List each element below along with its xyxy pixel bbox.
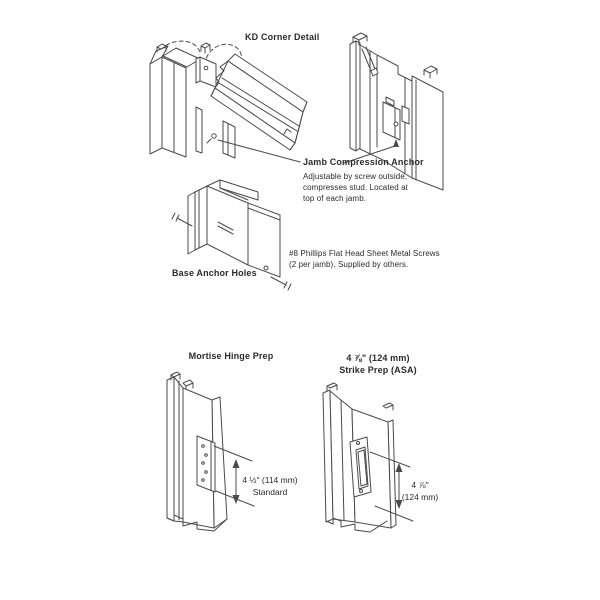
dimension-note: Standard <box>252 487 288 497</box>
hinge-dimension-label <box>225 474 315 498</box>
mortise-hinge-prep-drawing <box>167 372 254 531</box>
kd-corner-detail-drawing <box>150 41 307 162</box>
jamb-compression-anchor-title: Jamb Compression Anchor <box>303 157 424 167</box>
strike-dimension-label <box>390 479 450 503</box>
dimension-value: 4 ½" (114 mm) <box>242 475 298 485</box>
strike-prep-title-line: 4 ⅞" (124 mm) <box>346 353 410 363</box>
dimension-value: 4 ⅞" <box>411 480 429 490</box>
note-line: (2 per jamb). Supplied by others. <box>289 260 409 269</box>
jamb-compression-anchor-desc <box>303 171 408 204</box>
hinge-plate <box>197 436 215 492</box>
kd-corner-detail-title: KD Corner Detail <box>245 32 320 42</box>
note-line: #8 Phillips Flat Head Sheet Metal Screws <box>289 249 440 258</box>
dimension-note: (124 mm) <box>401 492 439 502</box>
desc-line: compresses stud. Located at <box>303 183 408 192</box>
screws-note <box>289 248 440 270</box>
strike-prep-title-line: Strike Prep (ASA) <box>339 365 417 375</box>
screw-icon <box>271 277 291 290</box>
base-anchor-holes-title: Base Anchor Holes <box>172 268 257 278</box>
screw-icon <box>212 134 216 138</box>
desc-line: top of each jamb. <box>303 194 367 203</box>
strike-prep-title <box>318 352 438 376</box>
anchor-screw-icon <box>394 122 398 126</box>
desc-line: Adjustable by screw outside, <box>303 172 408 181</box>
strike-prep-drawing <box>323 383 413 532</box>
mortise-hinge-prep-title: Mortise Hinge Prep <box>188 351 274 361</box>
anchor-hole <box>264 266 268 270</box>
